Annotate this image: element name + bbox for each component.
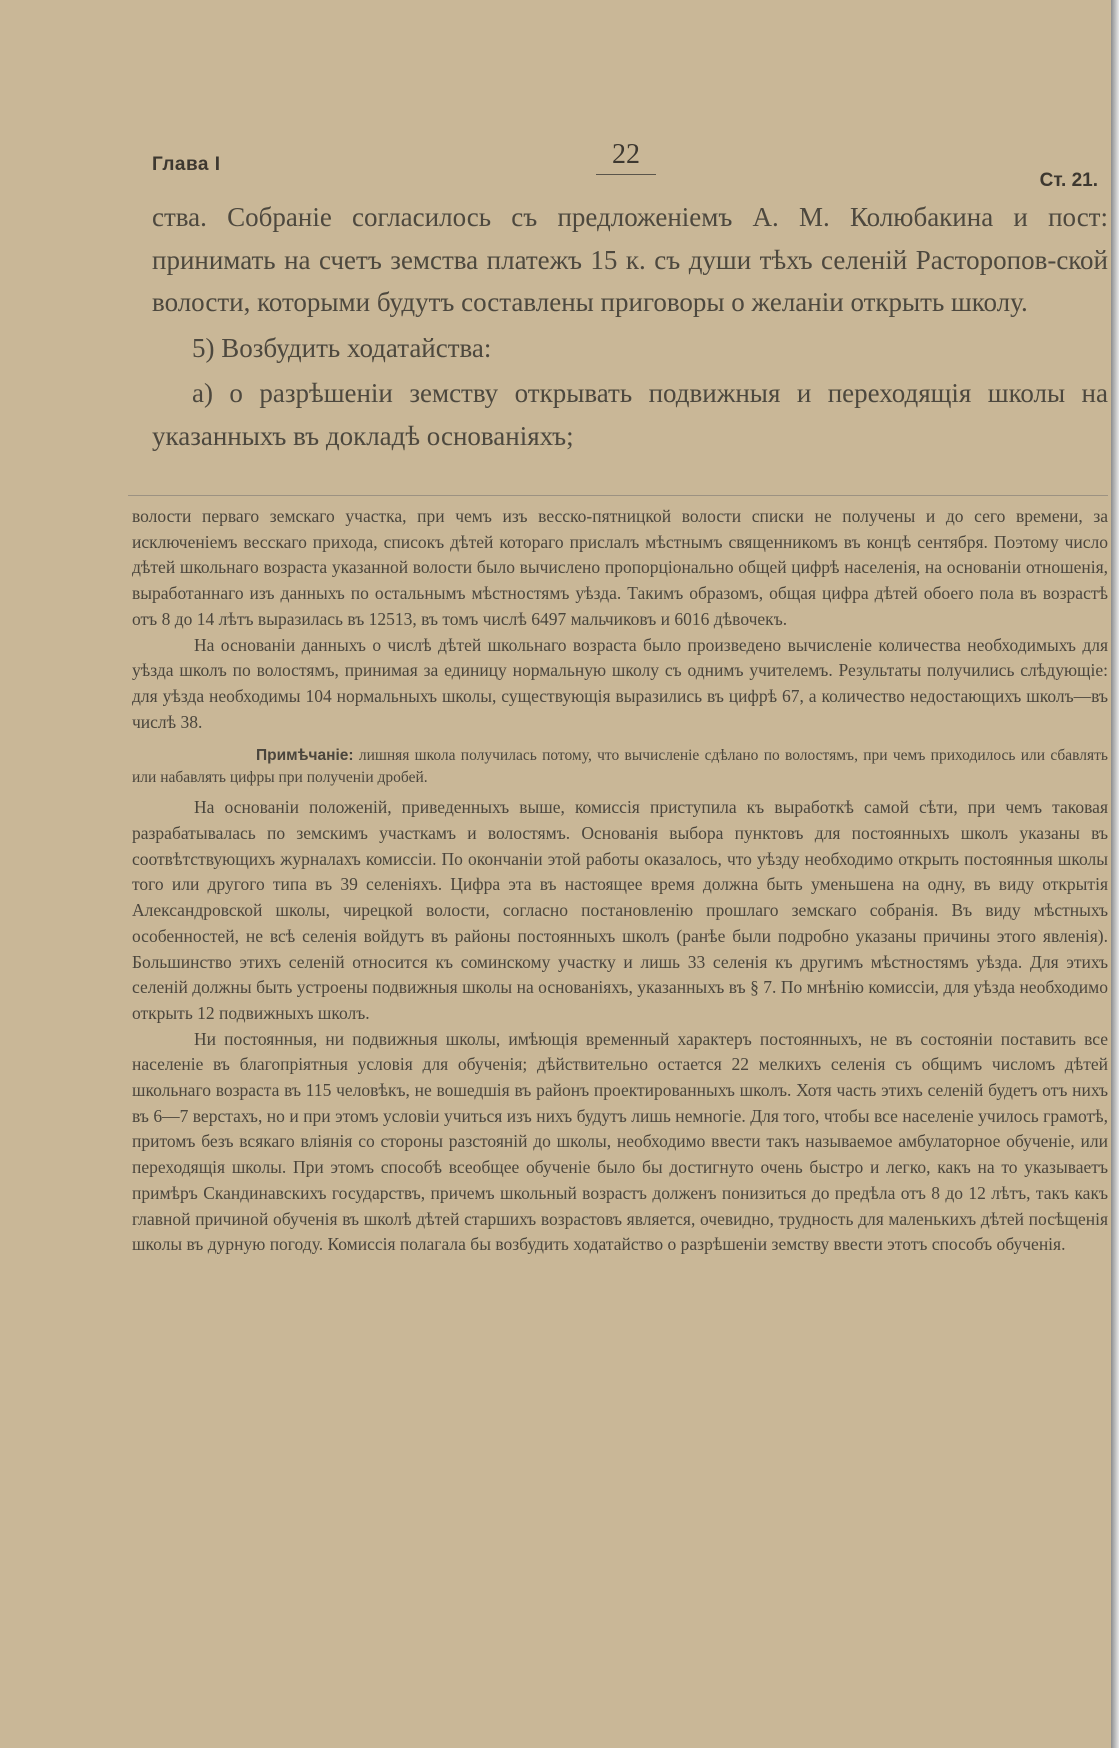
- page-edge: [1111, 0, 1119, 1748]
- page-number-rule: [596, 174, 656, 175]
- body-paragraph: Ни постоянныя, ни подвижныя школы, имѣющія временный характеръ постоянныхъ, не въ состояніи поставить все населеніе въ благопріятныя условія для обученія; дѣйствительно остается 22 мелкихъ селенія съ общимъ числомъ дѣтей школьнаго возраста въ 115 человѣкъ, не вошедшія въ районъ проектированныхъ школъ. Хотя часть этихъ селеній будетъ отъ нихъ въ 6—7 верстахъ, но и при этомъ условіи учиться изъ нихъ будутъ лишь немногіе. Для того, чтобы все населеніе училось грамотѣ, притомъ безъ всякаго вліянія со стороны разстояній до школы, необходимо ввести такъ называемое амбулаторное обученіе, или переходящія школы. При этомъ способѣ всеобщее обученіе было бы достигнуто очень быстро и легко, какъ на то указываетъ примѣръ Скандинавскихъ государствъ, причемъ школьный возрастъ долженъ понизиться до предѣла отъ 8 до 12 лѣтъ, такъ какъ главной причиной обученія въ школѣ дѣтей старшихъ возрастовъ является, очевидно, трудность для маленькихъ дѣтей посѣщенія школы въ дурную погоду. Комиссія полагала бы возбудить ходатайство о разрѣшеніи земству ввести этотъ способъ обученія.: [132, 1028, 1108, 1255]
- chapter-label: Глава I: [152, 154, 221, 175]
- main-paragraph: ства. Собраніе согласилось съ предложеніемъ А. М. Колюбакина и пост: принимать на счетъ земства платежъ 15 к. съ души тѣхъ селеній Расторопов-ской волости, которыми будутъ составлены приговоры о желаніи открыть школу.: [152, 202, 1108, 318]
- footnote: [132, 745, 1108, 789]
- body-paragraph: На основаніи положеній, приведенныхъ выше, комиссія приступила къ выработкѣ самой сѣти, при чемъ таковая разрабатывалась по земскимъ участкамъ и волостямъ. Основанія выбора пунктовъ для постоянныхъ школъ указаны въ соотвѣтствующихъ журналахъ комиссіи. По окончаніи этой работы оказалось, что уѣзду необходимо открыть постоянныя школы того или другого типа въ 39 селеніяхъ. Цифра эта въ настоящее время должна быть уменьшена на одну, въ виду открытія Александровской школы, чирецкой волости, согласно постановленію прошлаго земскаго собранія. Въ виду мѣстныхъ особенностей, не всѣ селенія войдутъ въ районы постоянныхъ школъ (ранѣе были подробно указаны причины этого явленія). Большинство этихъ селеній относится къ соминскому участку и лишь 33 селенія къ другимъ мѣстностямъ уѣзда. Для этихъ селеній должны быть устроены подвижныя школы на основаніяхъ, указанныхъ въ § 7. По мнѣнію комиссіи, для уѣзда необходимо открыть 12 подвижныхъ школъ.: [132, 797, 1108, 1023]
- main-text-block: [152, 196, 1108, 458]
- page-number: 22: [612, 139, 640, 170]
- note-label: Примѣчаніе:: [256, 747, 354, 765]
- resolution-item: 5) Возбудить ходатайства:: [192, 332, 492, 363]
- section-separator: [128, 495, 1108, 496]
- body-paragraph: волости перваго земскаго участка, при чемъ изъ весско-пятницкой волости списки не получены и до сего времени, за исключеніемъ весскаго прихода, списокъ дѣтей котораго прислалъ мѣстнымъ священникомъ въ концѣ сентября. Поэтому число дѣтей школьнаго возраста указанной волости было вычислено пропорціонально общей цифрѣ населенія, на основаніи отношенія, выработаннаго изъ данныхъ по остальнымъ мѣстностямъ уѣзда. Такимъ образомъ, общая цифра дѣтей обоего пола въ возрастѣ отъ 8 до 14 лѣтъ выразилась въ 12513, въ томъ числѣ 6497 мальчиковъ и 6016 дѣвочекъ.: [132, 506, 1108, 629]
- body-text-block: [132, 504, 1108, 1258]
- page-header: [0, 139, 1110, 200]
- article-label: Ст. 21.: [1039, 170, 1098, 191]
- note-text: лишняя школа получилась потому, что вычисленіе сдѣлано по волостямъ, при чемъ приходилось или сбавлять или набавлять цифры при полученіи дробей.: [132, 747, 1108, 787]
- body-paragraph: На основаніи данныхъ о числѣ дѣтей школьнаго возраста было произведено вычисленіе количества необходимыхъ для уѣзда школъ по волостямъ, принимая за единицу нормальную школу съ однимъ учителемъ. Результаты получились слѣдующіе: для уѣзда необходимы 104 нормальныхъ школы, существующія выразились въ цифрѣ 67, а количество недостающихъ школъ—въ числѣ 38.: [132, 634, 1108, 732]
- resolution-subitem: а) о разрѣшеніи земству открывать подвижныя и переходящія школы на указанныхъ въ докладѣ основаніяхъ;: [152, 378, 1108, 451]
